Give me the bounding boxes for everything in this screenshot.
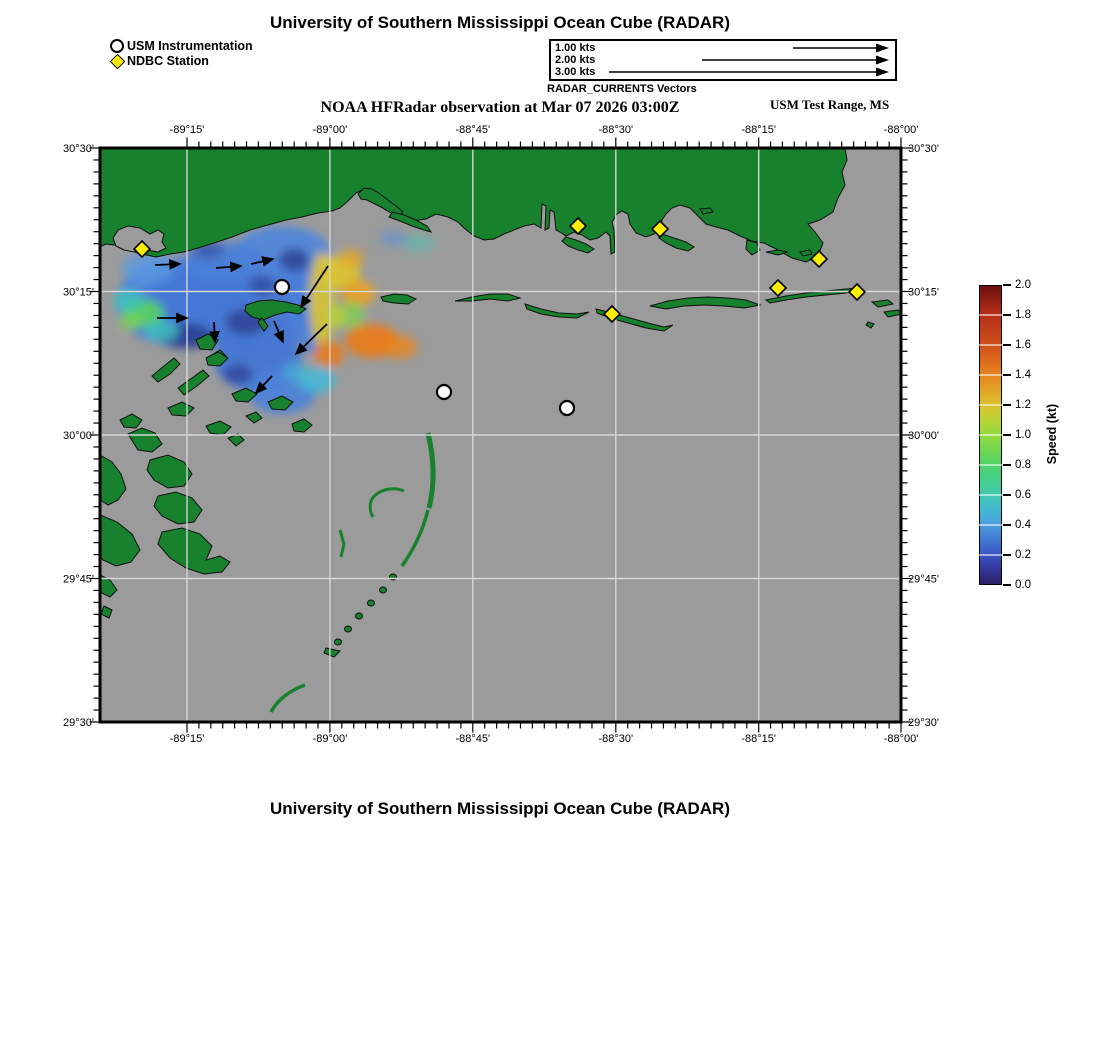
colorbar-tick	[1003, 284, 1011, 286]
colorbar-tick-label: 1.2	[1015, 399, 1031, 411]
x-axis-label: -88°30'	[598, 733, 634, 745]
x-axis-label: -89°15'	[169, 124, 205, 136]
usm-instrumentation-marker	[275, 280, 289, 294]
colorbar-gridline	[979, 464, 1002, 466]
colorbar-tick-label: 0.0	[1015, 579, 1031, 591]
colorbar-tick	[1003, 344, 1011, 346]
x-axis-label: -89°00'	[312, 124, 348, 136]
islet-chain	[356, 613, 363, 619]
colorbar-tick-label: 1.8	[1015, 309, 1031, 321]
colorbar-tick-label: 0.6	[1015, 489, 1031, 501]
speed-blob	[283, 362, 307, 382]
x-axis-label: -89°00'	[312, 733, 348, 745]
x-axis-label: -88°15'	[741, 733, 777, 745]
speed-blob	[223, 364, 253, 384]
speed-blob	[326, 304, 346, 328]
colorbar-axis-label: Speed (kt)	[1045, 403, 1059, 465]
colorbar-tick	[1003, 494, 1011, 496]
x-axis-label: -88°15'	[741, 124, 777, 136]
speed-blob	[279, 248, 309, 272]
x-axis-label: -88°45'	[455, 733, 491, 745]
x-axis-label: -88°45'	[455, 124, 491, 136]
current-vector-arrow	[214, 322, 215, 342]
speed-blob	[314, 341, 344, 367]
colorbar-tick-label: 1.4	[1015, 369, 1031, 381]
colorbar-tick	[1003, 314, 1011, 316]
colorbar-tick-label: 0.4	[1015, 519, 1031, 531]
scale-label-2kt: 2.00 kts	[555, 54, 596, 66]
y-axis-label: 29°45'	[63, 573, 94, 586]
y-axis-label: 30°30'	[63, 143, 94, 155]
colorbar-gridline	[979, 434, 1002, 436]
region-label: USM Test Range, MS	[770, 97, 890, 112]
colorbar-tick	[1003, 374, 1011, 376]
colorbar-gridline	[979, 524, 1002, 526]
colorbar-tick	[1003, 464, 1011, 466]
x-axis-label: -88°00'	[883, 733, 919, 745]
islet-chain	[380, 587, 387, 593]
y-axis-label: 30°15'	[63, 286, 94, 299]
colorbar-tick-label: 0.2	[1015, 549, 1031, 561]
y-axis-label: 29°30'	[63, 717, 94, 729]
colorbar-tick	[1003, 434, 1011, 436]
colorbar-gridline	[979, 314, 1002, 316]
speed-blob	[341, 280, 375, 306]
speed-blob	[383, 335, 417, 359]
y-axis-label: 29°30'	[908, 717, 939, 729]
observation-subtitle: NOAA HFRadar observation at Mar 07 2026 03:00Z	[320, 99, 680, 116]
colorbar-gridline	[979, 554, 1002, 556]
colorbar-tick	[1003, 584, 1011, 586]
current-vector-arrow	[155, 264, 180, 265]
speed-blob	[379, 230, 407, 246]
y-axis-label: 30°15'	[908, 286, 939, 299]
x-axis-label: -88°30'	[598, 124, 634, 136]
colorbar-gridline	[979, 374, 1002, 376]
colorbar-tick-label: 0.8	[1015, 459, 1031, 471]
y-axis-label: 30°30'	[908, 143, 939, 155]
colorbar-tick-label: 1.0	[1015, 429, 1031, 441]
speed-blob	[340, 249, 364, 267]
speed-blob	[118, 313, 142, 331]
usm-instrumentation-marker	[560, 401, 574, 415]
y-axis-label: 30°00'	[908, 430, 939, 442]
y-axis-label: 30°00'	[63, 430, 94, 442]
islet-chain	[368, 600, 375, 606]
colorbar-gridline	[979, 344, 1002, 346]
legend-label: NDBC Station	[127, 54, 209, 68]
y-axis-label: 29°45'	[908, 573, 939, 586]
colorbar-gridline	[979, 404, 1002, 406]
x-axis-label: -88°00'	[883, 124, 919, 136]
vector-scale-caption: RADAR_CURRENTS Vectors	[547, 83, 697, 95]
islet-chain	[335, 639, 342, 645]
speed-blob	[122, 252, 174, 284]
speed-blob	[113, 289, 143, 311]
speed-blob	[145, 321, 179, 341]
page-title: University of Southern Mississippi Ocean Cube (RADAR)	[269, 13, 730, 32]
legend-label: USM Instrumentation	[127, 39, 253, 53]
colorbar-gridline	[979, 494, 1002, 496]
colorbar-tick-label: 2.0	[1015, 279, 1031, 291]
colorbar-tick	[1003, 404, 1011, 406]
colorbar-tick-label: 1.6	[1015, 339, 1031, 351]
islet-chain	[345, 626, 352, 632]
footer-title: University of Southern Mississippi Ocean Cube (RADAR)	[269, 799, 730, 818]
usm-instrumentation-marker	[437, 385, 451, 399]
colorbar-tick	[1003, 554, 1011, 556]
x-axis-label: -89°15'	[169, 733, 205, 745]
scale-label-1kt: 1.00 kts	[555, 42, 596, 54]
scale-label-3kt: 3.00 kts	[555, 66, 596, 78]
colorbar-tick	[1003, 524, 1011, 526]
